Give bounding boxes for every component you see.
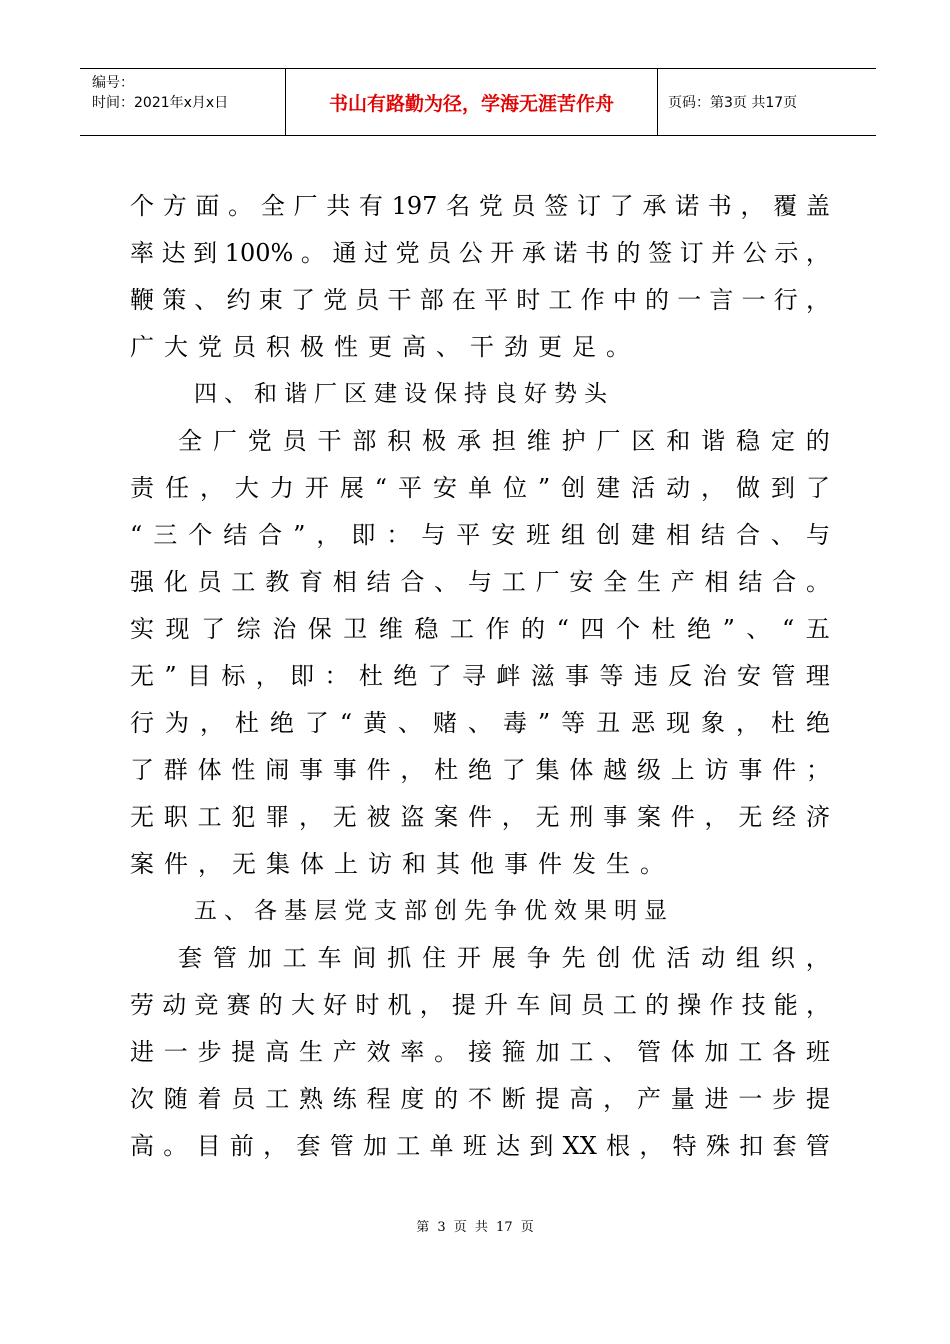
section-heading: 五、各基层党支部创先争优效果明显 [194,898,674,924]
body-line: 鞭 策 、 约 束 了 党 员 干 部 在 平 时 工 作 中 的 一 言 一 行 ， [130,286,830,314]
body-line: 高 。 目 前 ， 套 管 加 工 单 班 达 到 XX 根 ， 特 殊 扣 套 管 [130,1132,830,1160]
body-line: 实 现 了 综 治 保 卫 维 稳 工 作 的 “ 四 个 杜 绝 ” 、 “ 五 [130,615,830,643]
date-label: 时间：2021年x月x日 [92,95,229,111]
body-line: 强 化 员 工 教 育 相 结 合 、 与 工 厂 安 全 生 产 相 结 合 。 [130,568,830,596]
body-line: 广大党员积极性更高、干劲更足。 [130,333,640,361]
body-line: 次 随 着 员 工 熟 练 程 度 的 不 断 提 高 ， 产 量 进 一 步 提 [130,1085,830,1113]
body-line: 劳 动 竞 赛 的 大 好 时 机 ， 提 升 车 间 员 工 的 操 作 技 能 ， [130,991,830,1019]
body-line: 套 管 加 工 车 间 抓 住 开 展 争 先 创 优 活 动 组 织 ， [178,944,830,972]
body-line: 全 厂 党 员 干 部 积 极 承 担 维 护 厂 区 和 谐 稳 定 的 [178,427,830,455]
body-line: 案件，无集体上访和其他事件发生。 [130,850,674,878]
body-line: 了 群 体 性 闹 事 事 件 ， 杜 绝 了 集 体 越 级 上 访 事 件 ； [130,756,830,784]
header-info-cell [80,69,286,135]
page-footer: 第 3 页 共 17 页 [416,1220,534,1235]
section-heading: 四、和谐厂区建设保持良好势头 [194,381,614,407]
header-page-cell [658,69,876,135]
body-line: 个 方 面 。 全 厂 共 有 197 名 党 员 签 订 了 承 诺 书 ， 覆 盖 [130,192,830,220]
body-line: 无 职 工 犯 罪 ， 无 被 盗 案 件 ， 无 刑 事 案 件 ， 无 经 济 [130,803,830,831]
body-line: 率 达 到 100% 。 通 过 党 员 公 开 承 诺 书 的 签 订 并 公 示 ， [130,239,830,267]
header-motto-cell [286,69,658,135]
document-body [130,183,830,1170]
header-page-number: 页码：第3页 共17页 [668,95,798,111]
body-line: 责 任 ， 大 力 开 展 “ 平 安 单 位 ” 创 建 活 动 ， 做 到 了 [130,474,830,502]
body-line: 进 一 步 提 高 生 产 效 率 。 接 箍 加 工 、 管 体 加 工 各 班 [130,1038,830,1066]
serial-number-label: 编号： [92,75,134,91]
document-header-table [80,68,876,136]
body-line: 无 ” 目 标 ， 即 ： 杜 绝 了 寻 衅 滋 事 等 违 反 治 安 管 理 [130,662,830,690]
body-line: 行 为 ， 杜 绝 了 “ 黄 、 赌 、 毒 ” 等 丑 恶 现 象 ， 杜 绝 [130,709,830,737]
header-motto: 书山有路勤为径，学海无涯苦作舟 [328,92,614,115]
body-line: “ 三 个 结 合 ” ， 即 ： 与 平 安 班 组 创 建 相 结 合 、 与 [130,521,830,549]
